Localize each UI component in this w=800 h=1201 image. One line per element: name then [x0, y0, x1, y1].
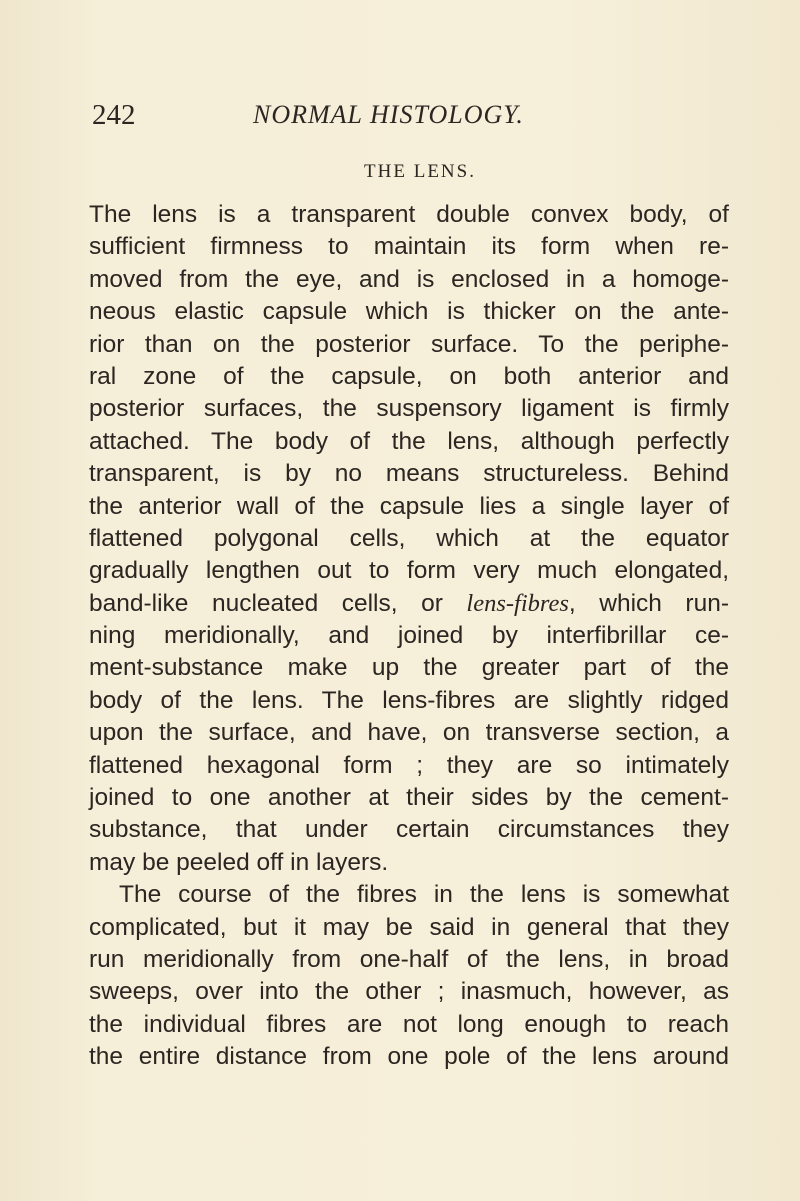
- body-text: [89, 199, 729, 1074]
- text-line: The course of the fibres in the lens is somewhat: [119, 881, 729, 909]
- running-head: NORMAL HISTOLOGY.: [253, 100, 524, 129]
- text-fragment: band-like nucleated cells, or: [89, 589, 467, 617]
- text-fragment: , which run-: [568, 589, 729, 617]
- text-line: ral zone of the capsule, on both anterior and: [89, 362, 729, 390]
- text-line: run meridionally from one-half of the lens, in broad: [89, 945, 729, 973]
- text-line: the individual fibres are not long enough to reach: [89, 1010, 729, 1038]
- text-line: sweeps, over into the other ; inasmuch, however, as: [89, 978, 729, 1006]
- italic-term-lens-fibres: lens-fibres: [466, 589, 569, 617]
- text-line: The lens is a transparent double convex body, of: [89, 201, 729, 228]
- text-line: neous elastic capsule which is thicker on the ante-: [89, 298, 729, 326]
- text-line: transparent, is by no means structureless. Behind: [89, 460, 729, 488]
- text-line: the anterior wall of the capsule lies a single layer of: [89, 492, 729, 520]
- text-line: flattened hexagonal form ; they are so intimately: [89, 751, 729, 779]
- text-line: moved from the eye, and is enclosed in a homoge-: [89, 265, 729, 293]
- text-line: posterior surfaces, the suspensory ligament is firmly: [89, 395, 729, 423]
- text-line: upon the surface, and have, on transverse section, a: [89, 719, 729, 747]
- text-line: gradually lengthen out to form very much elongated,: [89, 557, 729, 585]
- text-line: ning meridionally, and joined by interfibrillar ce-: [89, 622, 729, 650]
- section-title: THE LENS.: [364, 161, 476, 182]
- text-line: complicated, but it may be said in general that they: [89, 913, 729, 941]
- text-line: body of the lens. The lens-fibres are slightly ridged: [89, 686, 729, 714]
- text-line: rior than on the posterior surface. To the periphe-: [89, 330, 729, 358]
- text-line: sufficient firmness to maintain its form when re-: [89, 233, 729, 261]
- text-line: joined to one another at their sides by the cement-: [89, 784, 729, 812]
- text-line: attached. The body of the lens, although perfectly: [89, 427, 729, 455]
- text-line: may be peeled off in layers.: [89, 848, 389, 876]
- page-header: [92, 98, 732, 138]
- text-line: flattened polygonal cells, which at the equator: [89, 524, 729, 552]
- text-line: ment-substance make up the greater part of the: [89, 654, 729, 682]
- text-line: substance, that under certain circumstances they: [89, 816, 729, 844]
- text-line-with-italic: [89, 588, 729, 620]
- page-number: 242: [92, 99, 136, 131]
- text-line: the entire distance from one pole of the lens around: [89, 1043, 729, 1071]
